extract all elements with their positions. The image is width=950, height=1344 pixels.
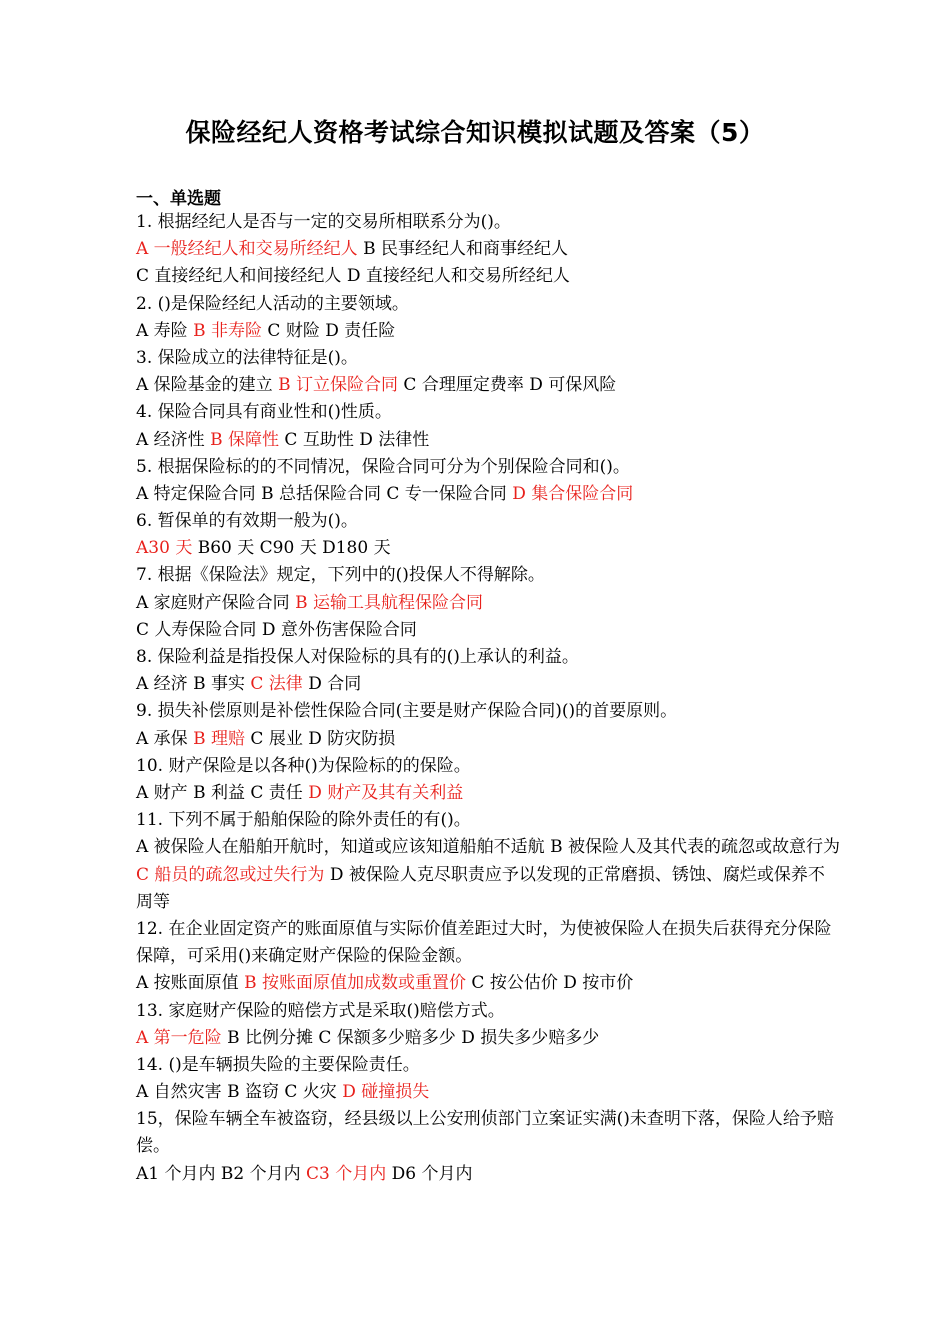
text-line xyxy=(136,1106,841,1160)
question-text: C 直接经纪人和间接经纪人 D 直接经纪人和交易所经纪人 xyxy=(136,266,570,287)
question-text: A 家庭财产保险合同 xyxy=(136,592,296,613)
text-line xyxy=(136,671,841,698)
question-text: 8. 保险利益是指投保人对保险标的具有的()上承认的利益。 xyxy=(136,647,579,667)
text-line xyxy=(136,372,841,399)
answer-text: B 运输工具航程保险合同 xyxy=(295,592,483,613)
question-text: 10. 财产保险是以各种()为保险标的的保险。 xyxy=(136,755,471,776)
text-line xyxy=(136,780,841,807)
answer-text: B 订立保险合同 xyxy=(278,375,398,396)
text-line xyxy=(136,1079,841,1106)
question-text: A 特定保险合同 B 总括保险合同 C 专一保险合同 xyxy=(136,483,513,504)
text-line xyxy=(136,263,841,290)
text-line xyxy=(136,236,841,263)
text-line xyxy=(136,427,841,454)
question-text: A 按账面原值 xyxy=(136,973,245,994)
text-line xyxy=(136,454,841,481)
question-text: 12. 在企业固定资产的账面原值与实际价值差距过大时，为使被保险人在损失后获得充分保险保障，可采用()来确定财产保险的保险金额。 xyxy=(136,918,832,967)
question-text: C 合理厘定费率 D 可保风险 xyxy=(398,375,617,396)
question-text: B60 天 C90 天 D180 天 xyxy=(192,538,391,559)
text-line xyxy=(136,617,841,644)
document-title: 保险经纪人资格考试综合知识模拟试题及答案（5） xyxy=(185,118,765,147)
text-line xyxy=(136,291,841,318)
question-text: C 展业 D 防灾防损 xyxy=(245,728,396,749)
text-line xyxy=(136,508,841,535)
text-line xyxy=(136,753,841,780)
answer-text: A30 天 xyxy=(136,538,193,559)
text-line xyxy=(136,318,841,345)
text-line xyxy=(136,1052,841,1079)
text-line xyxy=(136,562,841,589)
question-text: 5. 根据保险标的的不同情况，保险合同可分为个别保险合同和()。 xyxy=(136,456,630,477)
text-line xyxy=(136,1025,841,1052)
question-text: D 合同 xyxy=(302,674,362,695)
text-line xyxy=(136,862,841,916)
answer-text: B 非寿险 xyxy=(193,320,262,341)
text-line xyxy=(136,535,841,562)
answer-text: B 保障性 xyxy=(210,429,279,450)
question-list xyxy=(136,209,841,1188)
answer-text: C 船员的疏忽或过失行为 xyxy=(136,864,325,885)
section-heading: 一、单选题 xyxy=(136,189,221,209)
text-line xyxy=(136,834,841,861)
question-text: D 被保险人克尽职责应予以发现的正常磨损、锈蚀、腐烂或保养不周等 xyxy=(136,864,825,912)
answer-text: B 按账面原值加成数或重置价 xyxy=(244,973,466,994)
question-text: 4. 保险合同具有商业性和()性质。 xyxy=(136,402,392,423)
text-line xyxy=(136,1161,841,1188)
question-text: A 寿险 xyxy=(136,320,194,341)
answer-text: D 集合保险合同 xyxy=(512,483,634,504)
question-text: A 经济性 xyxy=(136,429,211,450)
question-text: 7. 根据《保险法》规定，下列中的()投保人不得解除。 xyxy=(136,565,545,586)
text-line xyxy=(136,399,841,426)
text-line xyxy=(136,807,841,834)
question-text: 14. ()是车辆损失险的主要保险责任。 xyxy=(136,1054,420,1075)
question-text: D6 个月内 xyxy=(386,1163,473,1184)
question-text: B 比例分摊 C 保额多少赔多少 D 损失多少赔多少 xyxy=(221,1027,600,1048)
text-line xyxy=(136,698,841,725)
answer-text: D 财产及其有关利益 xyxy=(308,782,464,803)
answer-text: C3 个月内 xyxy=(306,1163,387,1184)
text-line xyxy=(136,998,841,1025)
answer-text: D 碰撞损失 xyxy=(342,1082,430,1103)
question-text: A 保险基金的建立 xyxy=(136,375,279,396)
question-text: C 人寿保险合同 D 意外伤害保险合同 xyxy=(136,619,417,640)
question-text: C 财险 D 责任险 xyxy=(262,320,396,341)
question-text: A 自然灾害 B 盗窃 C 火灾 xyxy=(136,1082,343,1103)
question-text: A 被保险人在船舶开航时，知道或应该知道船舶不适航 B 被保险人及其代表的疏忽或故意行为 xyxy=(136,837,840,858)
text-line xyxy=(136,916,841,970)
question-text: A 承保 xyxy=(136,728,194,749)
text-line xyxy=(136,481,841,508)
text-line xyxy=(136,209,841,236)
question-text: B 民事经纪人和商事经纪人 xyxy=(357,239,568,260)
question-text: 15，保险车辆全车被盗窃，经县级以上公安刑侦部门立案证实满()未查明下落，保险人给予赔偿。 xyxy=(136,1109,834,1157)
answer-text: A 一般经纪人和交易所经纪人 xyxy=(136,239,358,260)
answer-text: A 第一危险 xyxy=(136,1027,222,1048)
text-line xyxy=(136,644,841,671)
question-text: A1 个月内 B2 个月内 xyxy=(136,1163,307,1184)
answer-text: C 法律 xyxy=(250,674,303,695)
question-text: 11. 下列不属于船舶保险的除外责任的有()。 xyxy=(136,810,471,831)
question-text: A 财产 B 利益 C 责任 xyxy=(136,782,309,803)
text-line xyxy=(136,345,841,372)
text-line xyxy=(136,726,841,753)
question-text: 2. ()是保险经纪人活动的主要领域。 xyxy=(136,293,409,314)
question-text: 3. 保险成立的法律特征是()。 xyxy=(136,347,358,368)
question-text: C 按公估价 D 按市价 xyxy=(466,973,634,994)
question-text: C 互助性 D 法律性 xyxy=(279,429,430,450)
answer-text: B 理赔 xyxy=(193,728,245,749)
question-text: 9. 损失补偿原则是补偿性保险合同(主要是财产保险合同)()的首要原则。 xyxy=(136,701,678,722)
question-text: 13. 家庭财产保险的赔偿方式是采取()赔偿方式。 xyxy=(136,1000,505,1021)
question-text: A 经济 B 事实 xyxy=(136,674,251,695)
question-text: 1. 根据经纪人是否与一定的交易所相联系分为()。 xyxy=(136,212,511,232)
text-line xyxy=(136,970,841,997)
question-text: 6. 暂保单的有效期一般为()。 xyxy=(136,511,358,532)
text-line xyxy=(136,590,841,617)
